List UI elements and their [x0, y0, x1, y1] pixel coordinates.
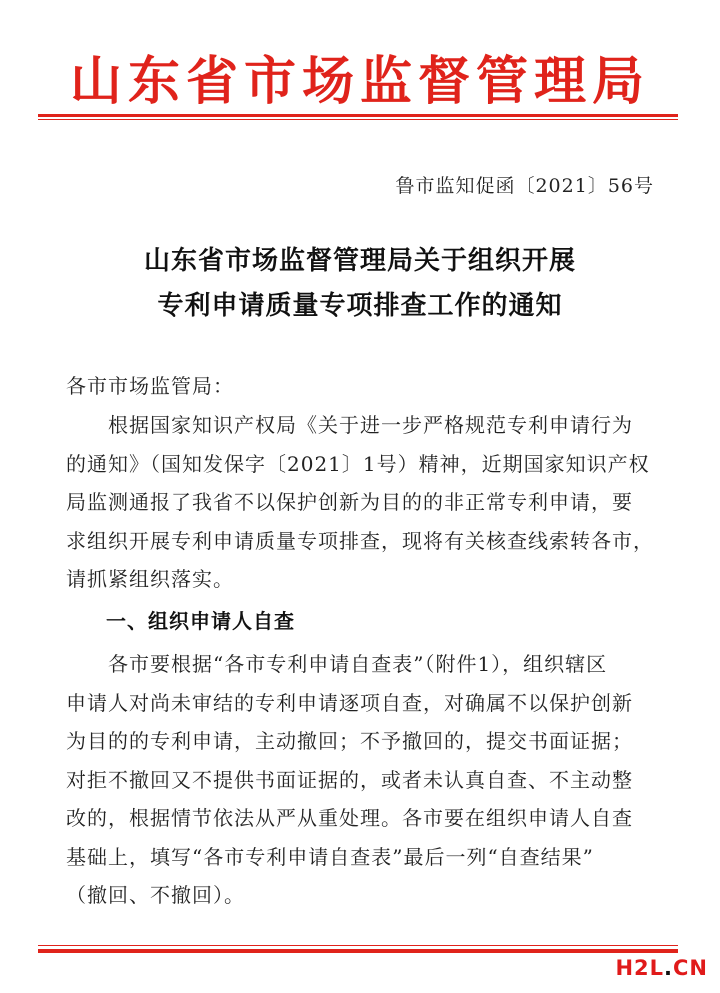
paragraph-line: 对拒不撤回又不提供书面证据的，或者未认真自查、不主动整: [66, 767, 633, 792]
paragraph-line: 局监测通报了我省不以保护创新为目的的非正常专利申请，要: [66, 490, 633, 514]
paragraph-line: 申请人对尚未审结的专利申请逐项自查，对确属不以保护创新: [66, 690, 633, 715]
paragraph-line: （撤回、不撤回）。: [66, 883, 245, 907]
footer-red-rule-thin: [38, 945, 678, 946]
watermark-dot: .: [664, 956, 673, 980]
paragraph-line: 改的，根据情节依法从严从重处理。各市要在组织申请人自查: [66, 806, 633, 830]
paragraph-line: 为目的的专利申请，主动撤回；不予撤回的，提交书面证据；: [66, 729, 633, 753]
section-heading-1: 一、组织申请人自查: [106, 609, 295, 633]
paragraph-line: 根据国家知识产权局《关于进一步严格规范专利申请行为: [66, 413, 633, 437]
paragraph-1: [66, 406, 656, 599]
paragraph-line: 请抓紧组织落实。: [66, 567, 234, 591]
site-watermark: [615, 956, 708, 980]
paragraph-line: 的通知》（国知发保字〔2021〕1号）精神，近期国家知识产权: [66, 451, 650, 476]
header-red-rule: [38, 114, 678, 117]
issuing-authority-title: 山东省市场监督管理局: [69, 51, 650, 112]
watermark-h2l: H2L: [615, 956, 665, 980]
salutation: [66, 367, 656, 406]
paragraph-line: 各市要根据“各市专利申请自查表”（附件1），组织辖区: [66, 652, 608, 676]
header-red-rule-thin: [38, 119, 678, 120]
document-title-line-1: 山东省市场监督管理局关于组织开展: [143, 246, 576, 276]
salutation-text: 各市市场监管局：: [66, 374, 234, 398]
footer-red-rule: [38, 949, 678, 953]
paragraph-line: 求组织开展专利申请质量专项排查，现将有关核查线索转各市，: [66, 528, 654, 553]
paragraph-2: [66, 645, 656, 915]
document-number: 鲁市监知促函〔2021〕56号: [395, 175, 654, 197]
document-title-line-2: 专利申请质量专项排查工作的通知: [157, 291, 563, 321]
paragraph-line: 基础上，填写“各市专利申请自查表”最后一列“自查结果”: [66, 844, 594, 869]
watermark-cn: CN: [673, 956, 708, 980]
